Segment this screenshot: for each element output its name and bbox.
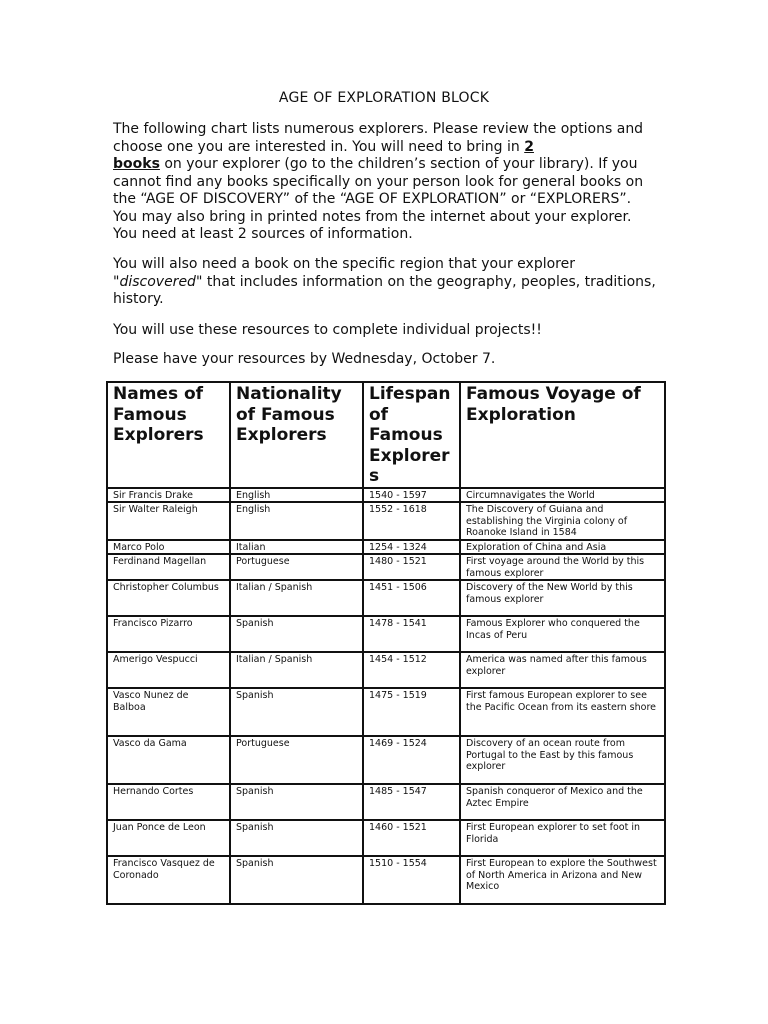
instructions-text-end: on your explorer (go to the children’s section of your library). If you cannot find any books specifically on your person look for general books on the “AGE OF DISCOVERY” of the “AGE OF EXPLORATION” or “EXPLORERS”. You may also bring in printed notes from the internet about your explorer. You need at least 2 sources of information. [113, 156, 644, 242]
explorer-name-cell: Amerigo Vespucci [107, 652, 230, 688]
instructions-text-start: The following chart lists numerous explorers. Please review the options and choose one you are interested in. You will need to bring in [113, 121, 644, 155]
lifespan-cell: 1475 - 1519 [363, 688, 460, 736]
explorer-name-cell: Ferdinand Magellan [107, 554, 230, 580]
explorer-name-cell: Juan Ponce de Leon [107, 820, 230, 856]
deadline-paragraph: Please have your resources by Wednesday, October 7. [113, 351, 496, 367]
voyage-cell: First voyage around the World by this famous explorer [460, 554, 665, 580]
nationality-cell: Portuguese [230, 736, 363, 784]
voyage-cell: Circumnavigates the World [460, 488, 665, 503]
document-title: AGE OF EXPLORATION BLOCK [278, 90, 490, 106]
table-row [107, 688, 665, 736]
table-row [107, 856, 665, 904]
header-names: Names of Famous Explorers [107, 382, 230, 488]
books-count-emphasis: 2 [524, 138, 534, 155]
table-row [107, 616, 665, 652]
explorer-name-cell: Vasco Nunez de Balboa [107, 688, 230, 736]
lifespan-cell: 1552 - 1618 [363, 502, 460, 540]
nationality-cell: Spanish [230, 688, 363, 736]
nationality-cell: Spanish [230, 820, 363, 856]
region-text-start: You will also need a book on the specific region that your explorer " [113, 256, 575, 290]
instructions-paragraph [113, 121, 658, 244]
nationality-cell: Italian [230, 540, 363, 555]
discovered-italic: discovered [119, 273, 196, 290]
lifespan-cell: 1451 - 1506 [363, 580, 460, 616]
region-book-paragraph [113, 256, 658, 309]
lifespan-cell: 1510 - 1554 [363, 856, 460, 904]
explorer-name-cell: Hernando Cortes [107, 784, 230, 820]
lifespan-cell: 1460 - 1521 [363, 820, 460, 856]
table-row [107, 784, 665, 820]
table-row [107, 736, 665, 784]
explorer-name-cell: Marco Polo [107, 540, 230, 555]
voyage-cell: Discovery of an ocean route from Portugal to the East by this famous explorer [460, 736, 665, 784]
lifespan-cell: 1485 - 1547 [363, 784, 460, 820]
voyage-cell: Discovery of the New World by this famous explorer [460, 580, 665, 616]
header-lifespan: Lifespan of Famous Explorer s [363, 382, 460, 488]
voyage-cell: America was named after this famous explorer [460, 652, 665, 688]
table-row [107, 580, 665, 616]
table-row [107, 540, 665, 555]
table-row [107, 502, 665, 540]
explorer-name-cell: Francisco Vasquez de Coronado [107, 856, 230, 904]
lifespan-cell: 1480 - 1521 [363, 554, 460, 580]
table-row [107, 488, 665, 503]
nationality-cell: Italian / Spanish [230, 580, 363, 616]
table-row [107, 554, 665, 580]
nationality-cell: Spanish [230, 856, 363, 904]
voyage-cell: First European to explore the Southwest of North America in Arizona and New Mexico [460, 856, 665, 904]
explorer-name-cell: Sir Walter Raleigh [107, 502, 230, 540]
lifespan-cell: 1540 - 1597 [363, 488, 460, 503]
explorer-name-cell: Sir Francis Drake [107, 488, 230, 503]
nationality-cell: Portuguese [230, 554, 363, 580]
header-nationality: Nationality of Famous Explorers [230, 382, 363, 488]
lifespan-cell: 1478 - 1541 [363, 616, 460, 652]
table-row [107, 652, 665, 688]
voyage-cell: Famous Explorer who conquered the Incas of Peru [460, 616, 665, 652]
header-voyage: Famous Voyage of Exploration [460, 382, 665, 488]
voyage-cell: Spanish conqueror of Mexico and the Aztec Empire [460, 784, 665, 820]
nationality-cell: Italian / Spanish [230, 652, 363, 688]
explorer-name-cell: Vasco da Gama [107, 736, 230, 784]
table-row [107, 820, 665, 856]
nationality-cell: Spanish [230, 616, 363, 652]
explorer-name-cell: Christopher Columbus [107, 580, 230, 616]
nationality-cell: English [230, 488, 363, 503]
projects-paragraph: You will use these resources to complete individual projects!! [113, 322, 542, 338]
lifespan-cell: 1254 - 1324 [363, 540, 460, 555]
explorers-table [106, 381, 666, 905]
books-word-emphasis: books [113, 156, 160, 172]
voyage-cell: Exploration of China and Asia [460, 540, 665, 555]
nationality-cell: Spanish [230, 784, 363, 820]
nationality-cell: English [230, 502, 363, 540]
lifespan-cell: 1454 - 1512 [363, 652, 460, 688]
explorer-name-cell: Francisco Pizarro [107, 616, 230, 652]
table-header-row [107, 382, 665, 488]
voyage-cell: First famous European explorer to see the Pacific Ocean from its eastern shore [460, 688, 665, 736]
region-text-end: " that includes information on the geography, peoples, traditions, history. [113, 273, 656, 307]
voyage-cell: The Discovery of Guiana and establishing the Virginia colony of Roanoke Island in 1584 [460, 502, 665, 540]
voyage-cell: First European explorer to set foot in Florida [460, 820, 665, 856]
lifespan-cell: 1469 - 1524 [363, 736, 460, 784]
